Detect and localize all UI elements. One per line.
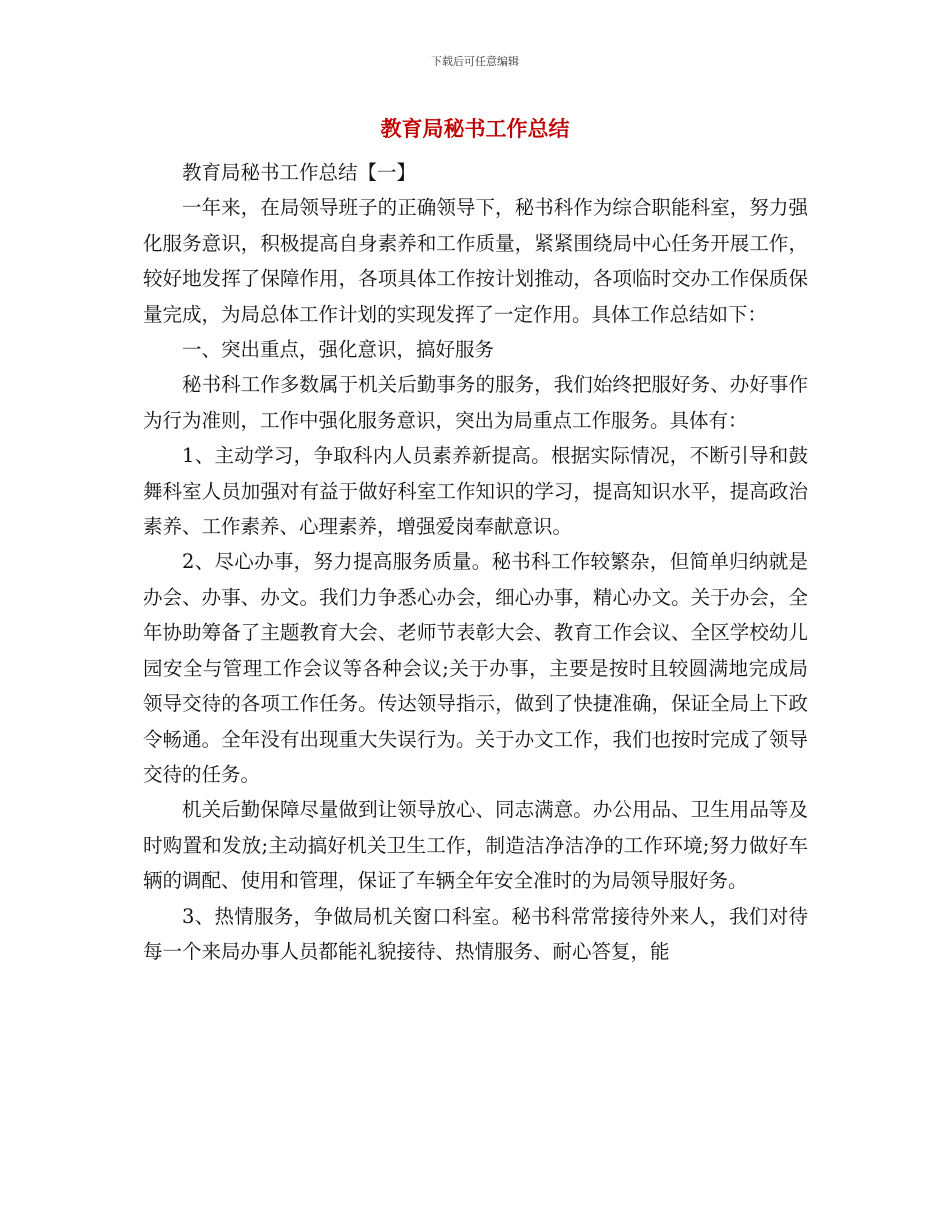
paragraph-subtitle: 教育局秘书工作总结【一】 bbox=[182, 161, 417, 184]
paragraph: 一年来，在局领导班子的正确领导下，秘书科作为综合职能科室，努力强化服务意识，积极提高自身素养和工作质量，紧紧围绕局中心任务开展工作，较好地发挥了保障作用，各项具体工作按计划推动，各项临时交办工作保质保量完成，为局总体工作计划的实现发挥了一定作用。具体工作总结如下： bbox=[143, 196, 808, 326]
section-heading: 一、突出重点，强化意识，搞好服务 bbox=[182, 338, 495, 362]
page-header: 下载后可任意编辑 bbox=[431, 55, 519, 68]
paragraph: 机关后勤保障尽量做到让领导放心、同志满意。办公用品、卫生用品等及时购置和发放;主动搞好机关卫生工作，制造洁净洁净的工作环境;努力做好车辆的调配、使用和管理，保证了车辆全年安全准时的为局领导服好务。 bbox=[143, 798, 808, 893]
paragraph: 3、热情服务，争做局机关窗口科室。秘书科常常接待外来人，我们对待每一个来局办事人员都能礼貌接待、热情服务、耐心答复，能 bbox=[143, 904, 808, 963]
document-title: 教育局秘书工作总结 bbox=[380, 117, 570, 141]
document-body bbox=[143, 155, 808, 969]
paragraph: 1、主动学习，争取科内人员素养新提高。根据实际情况，不断引导和鼓舞科室人员加强对有益于做好科室工作知识的学习，提高知识水平，提高政治素养、工作素养、心理素养，增强爱岗奉献意识。 bbox=[143, 444, 808, 539]
paragraph: 2、尽心办事，努力提高服务质量。秘书科工作较繁杂，但简单归纳就是办会、办事、办文。我们力争悉心办会，细心办事，精心办文。关于办会，全年协助筹备了主题教育大会、老师节表彰大会、教育工作会议、全区学校幼儿园安全与管理工作会议等各种会议;关于办事，主要是按时且较圆满地完成局领导交待的各项工作任务。传达领导指示，做到了快捷准确，保证全局上下政令畅通。全年没有出现重大失误行为。关于办文工作，我们也按时完成了领导交待的任务。 bbox=[143, 550, 808, 786]
paragraph: 秘书科工作多数属于机关后勤事务的服务，我们始终把服好务、办好事作为行为准则，工作中强化服务意识，突出为局重点工作服务。具体有： bbox=[143, 373, 808, 432]
